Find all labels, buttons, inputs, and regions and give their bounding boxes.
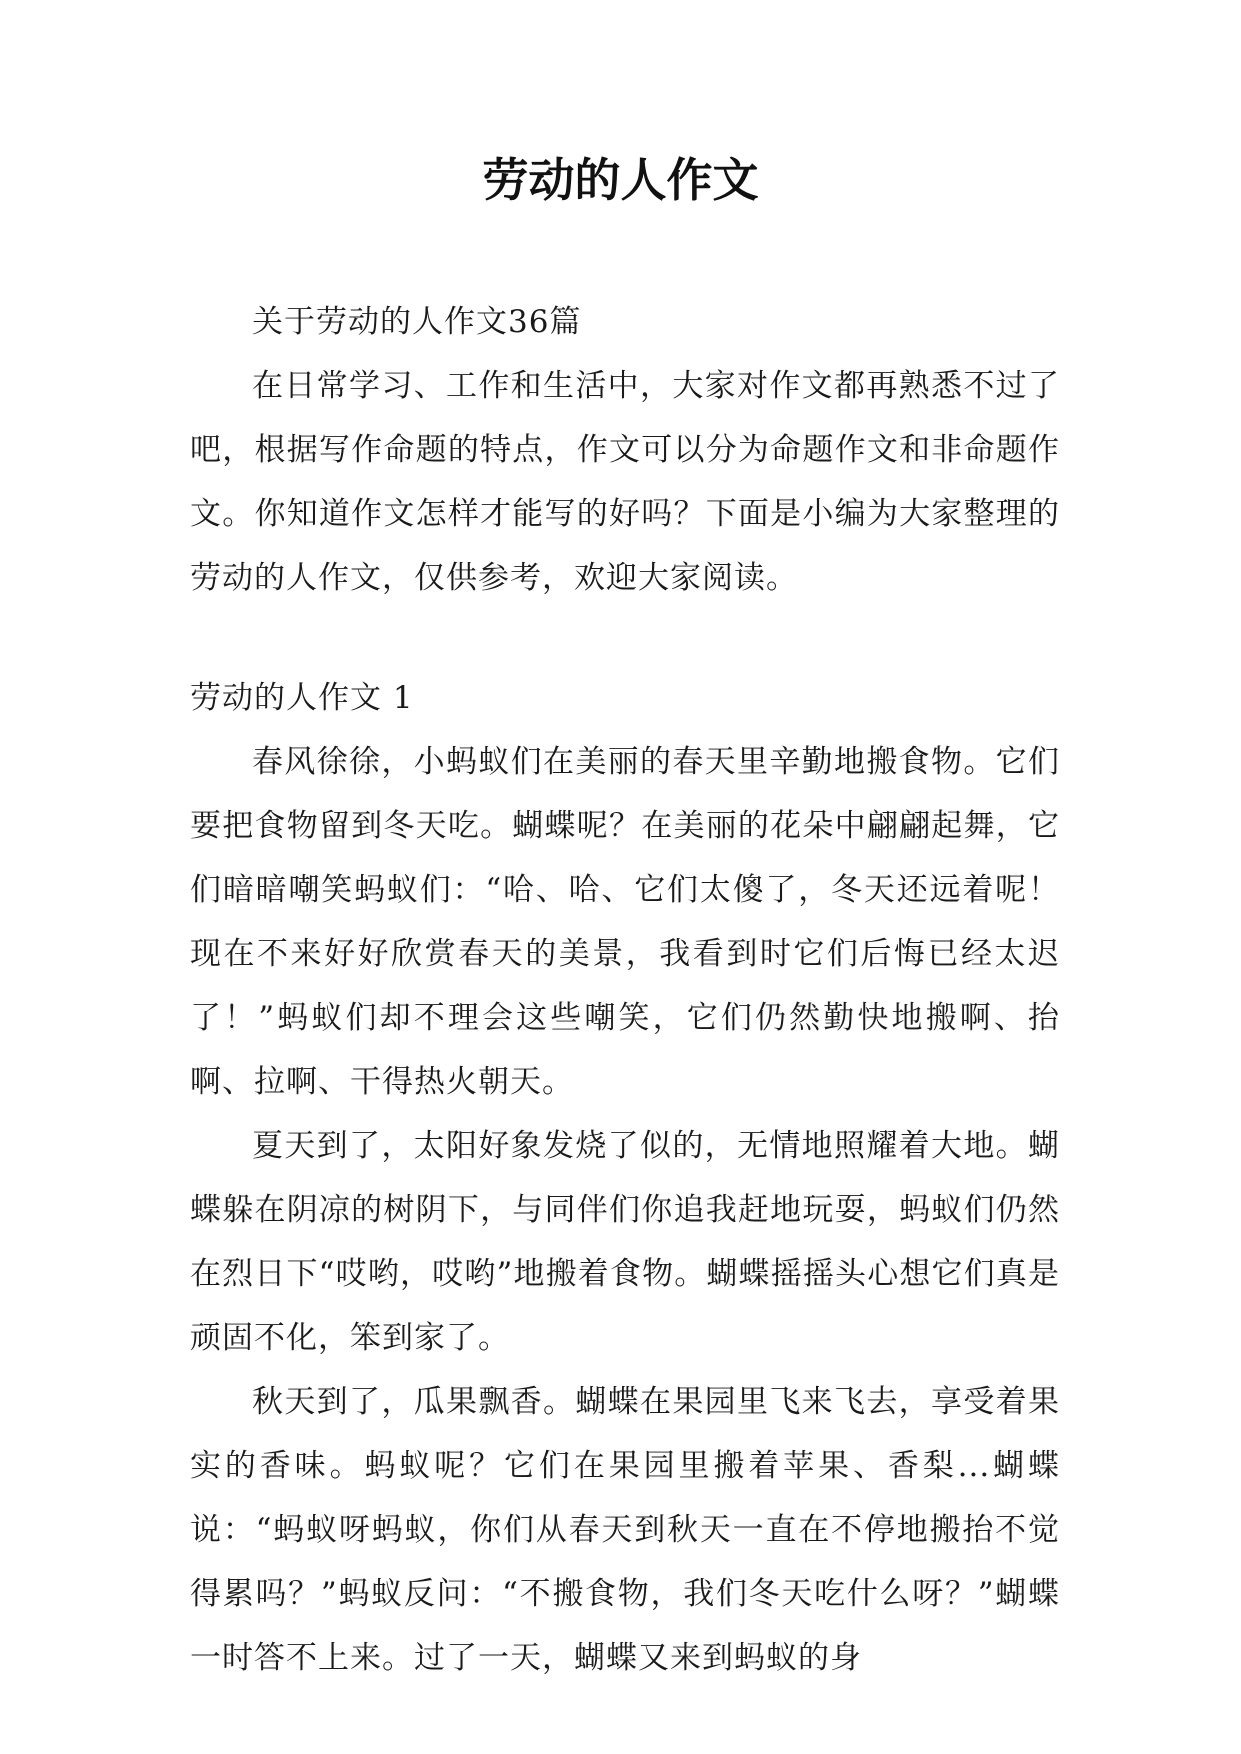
body-paragraph-spring: 春风徐徐，小蚂蚁们在美丽的春天里辛勤地搬食物。它们要把食物留到冬天吃。蝴蝶呢？在美丽的花朵中翩翩起舞，它们暗暗嘲笑蚂蚁们：“哈、哈、它们太傻了，冬天还远着呢！现在不来好好欣赏春天的美景，我看到时它们后悔已经太迟了！”蚂蚁们却不理会这些嘲笑，它们仍然勤快地搬啊、抬啊、拉啊、干得热火朝天。 [190,744,1060,1100]
document-title: 劳动的人作文 [482,153,759,207]
intro-paragraph: 在日常学习、工作和生活中，大家对作文都再熟悉不过了吧，根据写作命题的特点，作文可以分为命题作文和非命题作文。你知道作文怎样才能写的好吗？下面是小编为大家整理的劳动的人作文，仅供参考，欢迎大家阅读。 [190,368,1060,596]
document-subtitle: 关于劳动的人作文36篇 [252,304,582,340]
document-body [190,290,1060,1690]
body-paragraph-autumn: 秋天到了，瓜果飘香。蝴蝶在果园里飞来飞去，享受着果实的香味。蚂蚁呢？它们在果园里搬着苹果、香梨...蝴蝶说：“蚂蚁呀蚂蚁，你们从春天到秋天一直在不停地搬抬不觉得累吗？”蚂蚁反问：“不搬食物，我们冬天吃什么呀？”蝴蝶一时答不上来。过了一天，蝴蝶又来到蚂蚁的身 [190,1384,1060,1676]
section-heading: 劳动的人作文 1 [190,680,414,716]
body-paragraph-summer: 夏天到了，太阳好象发烧了似的，无情地照耀着大地。蝴蝶躲在阴凉的树阴下，与同伴们你追我赶地玩耍，蚂蚁们仍然在烈日下“哎哟，哎哟”地搬着食物。蝴蝶摇摇头心想它们真是顽固不化，笨到家了。 [190,1128,1060,1356]
